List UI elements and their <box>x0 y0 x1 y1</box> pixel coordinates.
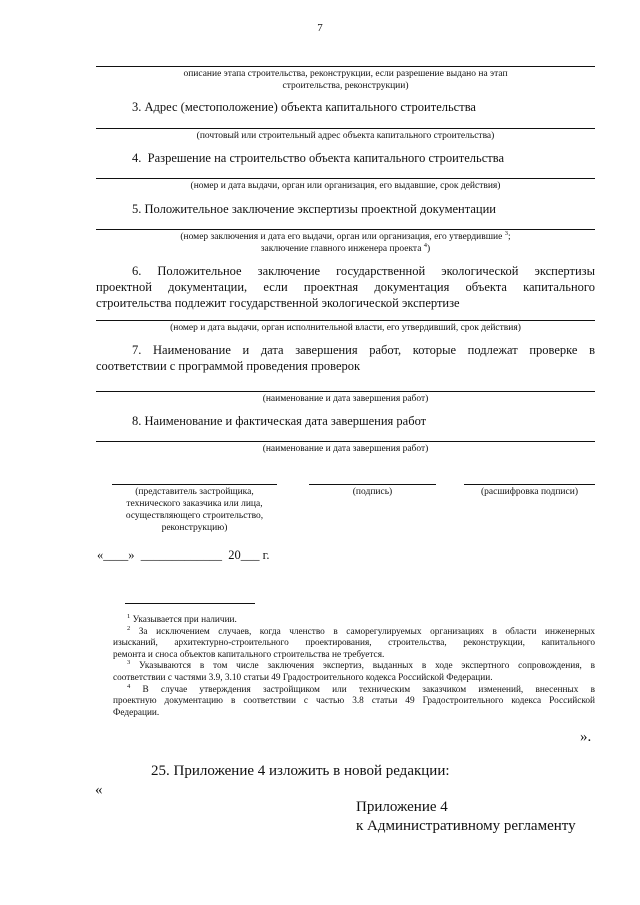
item-3-address: 3. Адрес (местоположение) объекта капитального строительства <box>132 100 476 114</box>
fill-line <box>96 320 595 321</box>
text-line: соответствии с программой проведения проверок <box>96 359 361 373</box>
footnote-3-cont: соответствии с частями 3.9, 3.10 статьи 49 Градостроительного кодекса Российской Федерации. <box>113 672 493 683</box>
footnote-2-cont: ремонта и сноса объектов капитального строительства не требуется. <box>113 649 385 660</box>
item-6-eco-expertise <box>96 263 595 311</box>
appendix-title: Приложение 4 <box>356 799 448 815</box>
footnote-2-cont: изысканий, архитектурно-строительного проектирования, строительства, реконструкции, капитального <box>113 638 595 649</box>
caption-permit: (номер и дата выдачи, орган или организация, его выдавшие, срок действия) <box>190 181 501 191</box>
item-4-permit: 4. Разрешение на строительство объекта капитального строительства <box>132 151 505 165</box>
opening-quote: « <box>95 782 103 798</box>
caption-stage-description <box>96 69 595 92</box>
text-line: 6. Положительное заключение государственной экологической экспертизы <box>132 264 595 278</box>
signature-line-representative <box>112 484 277 485</box>
signature-caption: (подпись) <box>352 487 393 497</box>
caption-line: строительства, реконструкции) <box>282 80 409 91</box>
fill-line <box>96 128 595 129</box>
date-line: «____» _____________ 20___ г. <box>97 548 270 562</box>
caption-line: технического заказчика или лица, <box>126 499 263 509</box>
caption-line: заключение главного инженера проекта $^4$) <box>260 241 431 254</box>
signature-line-decoding <box>464 484 595 485</box>
caption-expertise <box>96 229 595 255</box>
item-7-works-to-check <box>96 342 595 374</box>
item-5-expertise: 5. Положительное заключение экспертизы проектной документации <box>132 202 496 216</box>
fill-line <box>96 391 595 392</box>
closing-quote: ». <box>580 729 592 745</box>
appendix-subtitle: к Административному регламенту <box>356 818 576 834</box>
caption-address: (почтовый или строительный адрес объекта капитального строительства) <box>196 131 495 141</box>
footnotes <box>113 612 595 719</box>
footnote-4-cont: Федерации. <box>113 707 160 718</box>
footnote-separator <box>125 603 255 604</box>
fill-line <box>96 178 595 179</box>
footnote-3: $^3$ Указываются в том числе заключения экспертиз, выданных в ходе экспертного сопровождения, в <box>127 659 595 672</box>
caption-line: (номер заключения и дата его выдачи, орган или организация, его утвердившие $^3$; <box>180 229 511 242</box>
footnote-2: $^2$ За исключением случаев, когда членство в саморегулируемых организациях в области инженерных <box>127 624 595 637</box>
caption-line: (представитель застройщика, <box>135 487 254 497</box>
caption-eco-expertise: (номер и дата выдачи, орган исполнительной власти, его утвердивший, срок действия) <box>170 323 521 333</box>
footnote-4: $^4$ В случае утверждения застройщиком или техническим заказчиком изменений, внесенных в <box>127 682 595 695</box>
caption-line: описание этапа строительства, реконструкции, если разрешение выдано на этап <box>183 69 508 79</box>
item-25-instruction: 25. Приложение 4 изложить в новой редакции: <box>151 763 450 779</box>
caption-works-actual: (наименование и дата завершения работ) <box>262 444 429 454</box>
caption-works: (наименование и дата завершения работ) <box>262 394 429 404</box>
text-line: 7. Наименование и дата завершения работ, которые подлежат проверке в <box>132 343 595 357</box>
representative-caption <box>104 486 285 534</box>
fill-line <box>96 66 595 67</box>
footnote-4-cont: проектную документацию в соответствии с частью 3.8 статьи 49 Градостроительного кодекса Российской <box>113 696 595 707</box>
page-number: 7 <box>317 22 323 34</box>
footnote-1: $^1$ Указывается при наличии. <box>127 612 237 625</box>
text-line: строительства подлежит государственной экологической экспертизе <box>96 296 460 310</box>
appendix-heading <box>356 798 576 836</box>
text-line: проектной документации, если проектная документация объекта капитального <box>96 280 595 294</box>
item-8-works-actual: 8. Наименование и фактическая дата завершения работ <box>132 414 427 428</box>
caption-line: реконструкцию) <box>161 523 228 533</box>
decoding-caption: (расшифровка подписи) <box>481 487 578 497</box>
signature-line-sign <box>309 484 436 485</box>
fill-line <box>96 441 595 442</box>
fill-line <box>96 229 595 230</box>
caption-line: осуществляющего строительство, <box>125 511 264 521</box>
